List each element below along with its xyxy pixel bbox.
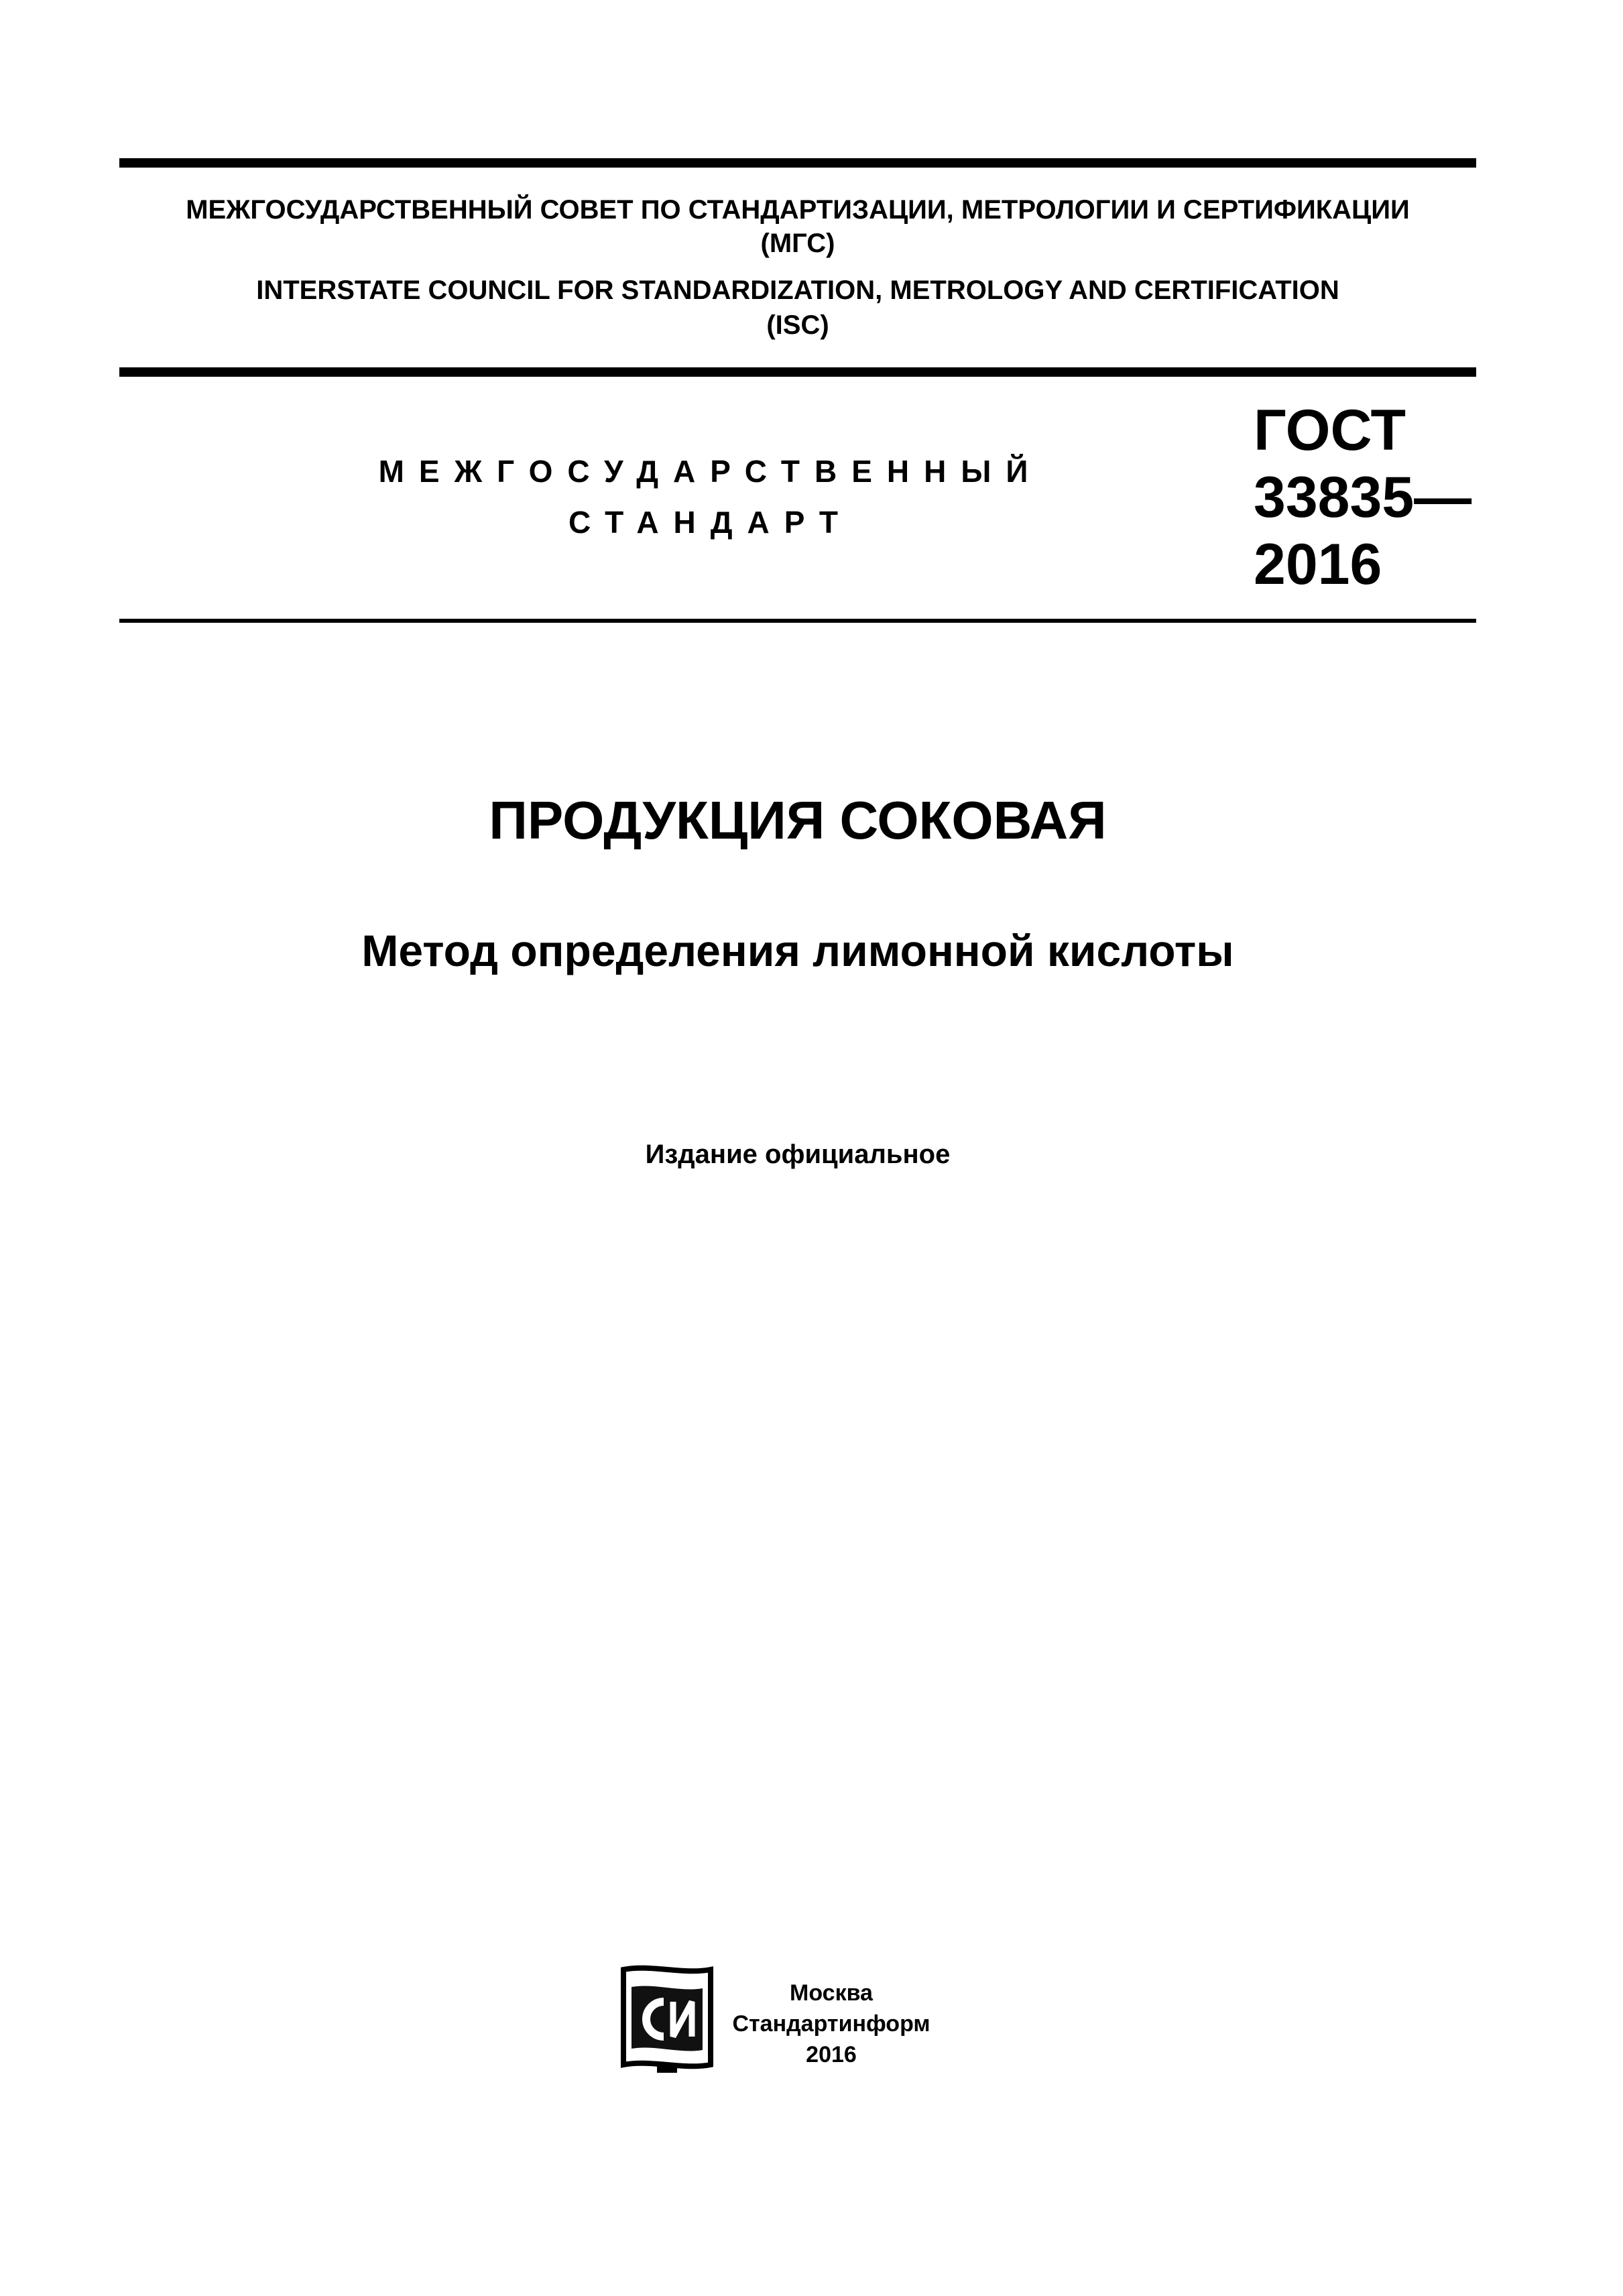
header-bottom-rule (119, 619, 1476, 623)
header-top-rule (119, 158, 1476, 168)
document-title: ПРОДУКЦИЯ СОКОВАЯ (489, 790, 1107, 850)
edition-note: Издание официальное (645, 1140, 951, 1169)
gost-number: 33835— (1254, 465, 1472, 530)
standard-type-line-1: МЕЖГОСУДАРСТВЕННЫЙ (378, 454, 1043, 489)
council-name-en: INTERSTATE COUNCIL FOR STANDARDIZATION, METROLOGY AND CERTIFICATION (256, 276, 1339, 305)
gost-year: 2016 (1254, 532, 1382, 597)
header-middle-rule (119, 367, 1476, 377)
council-abbr-en: (ISC) (766, 310, 829, 340)
imprint-publisher: Стандартинформ (732, 2011, 930, 2037)
council-abbr-ru: (МГС) (760, 229, 835, 258)
document-subtitle: Метод определения лимонной кислоты (361, 926, 1234, 975)
imprint-year: 2016 (806, 2042, 857, 2067)
imprint-city: Москва (790, 1980, 873, 2006)
standartinform-logo-icon (617, 1964, 717, 2077)
council-name-ru: МЕЖГОСУДАРСТВЕННЫЙ СОВЕТ ПО СТАНДАРТИЗАЦИИ, МЕТРОЛОГИИ И СЕРТИФИКАЦИИ (186, 195, 1410, 225)
gost-label: ГОСТ (1254, 398, 1406, 463)
standard-type-line-2: СТАНДАРТ (568, 505, 853, 540)
